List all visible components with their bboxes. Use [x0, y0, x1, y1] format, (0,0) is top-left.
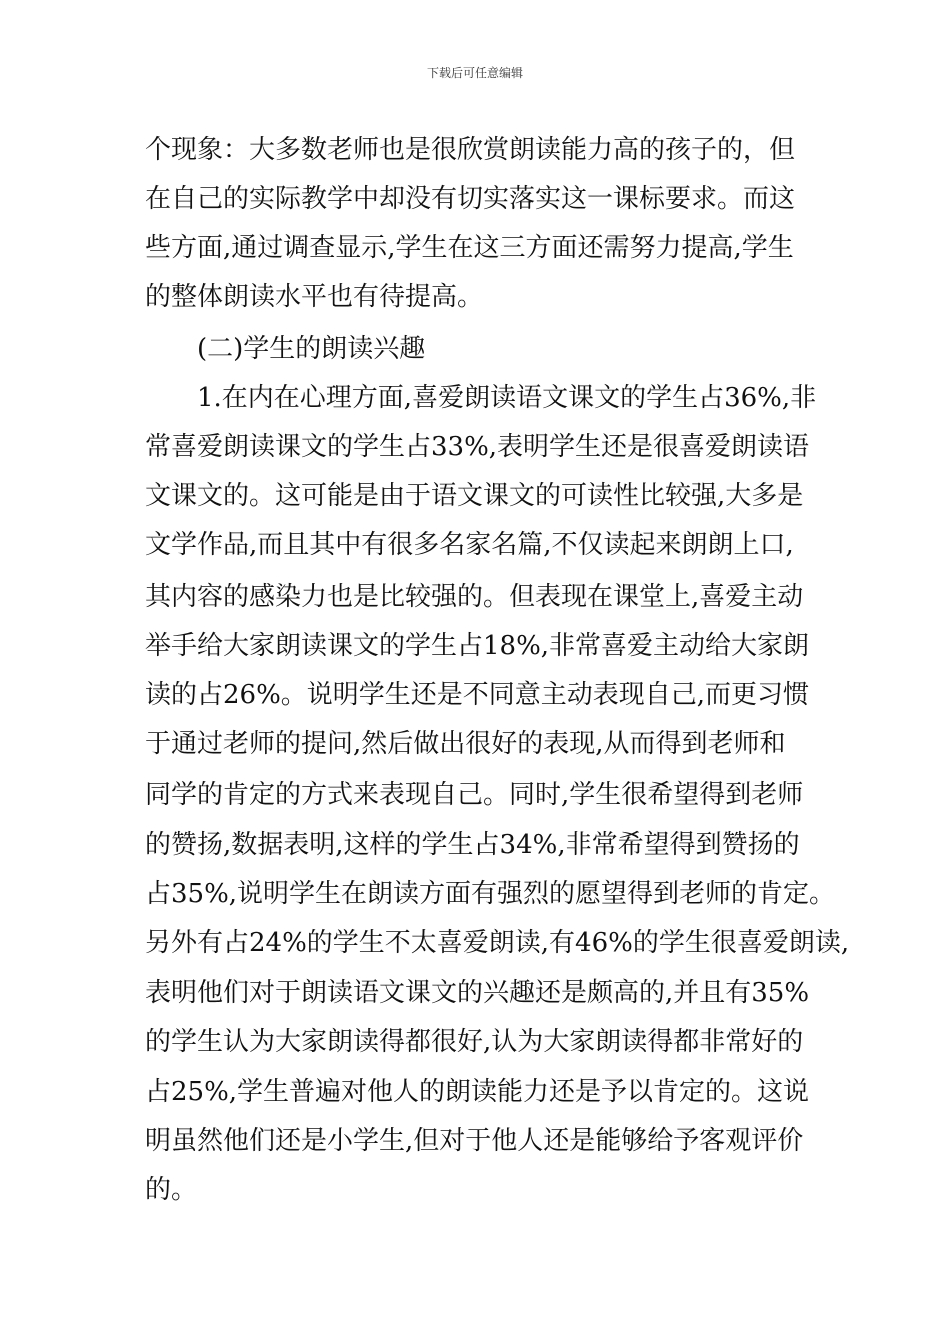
text-line: 表明他们对于朗读语文课文的兴趣还是颇高的,并且有35% — [145, 978, 810, 1008]
text-line: 些方面,通过调查显示,学生在这三方面还需努力提高,学生 — [145, 233, 794, 263]
text-line: 的整体朗读水平也有待提高。 — [145, 282, 484, 312]
text-line: 的。 — [145, 1175, 198, 1205]
text-line: 明虽然他们还是小学生,但对于他人还是能够给予客观评价 — [145, 1126, 804, 1156]
text-line: 在自己的实际教学中却没有切实落实这一课标要求。而这 — [145, 184, 796, 214]
text-line: 同学的肯定的方式来表现自己。同时,学生很希望得到老师 — [145, 780, 804, 810]
text-line: 的赞扬,数据表明,这样的学生占34%,非常希望得到赞扬的 — [145, 830, 800, 860]
page-header: 下载后可任意编辑 — [426, 66, 523, 80]
text-line: 个现象：大多数老师也是很欣赏朗读能力高的孩子的，但 — [145, 135, 796, 165]
text-line: 占35%,说明学生在朗读方面有强烈的愿望得到老师的肯定。 — [145, 879, 836, 909]
text-line: 其内容的感染力也是比较强的。但表现在课堂上,喜爱主动 — [145, 582, 804, 612]
text-line: 文课文的。这可能是由于语文课文的可读性比较强,大多是 — [145, 481, 804, 511]
text-line: 于通过老师的提问,然后做出很好的表现,从而得到老师和 — [145, 729, 786, 759]
text-line: 另外有占24%的学生不太喜爱朗读,有46%的学生很喜爱朗读, — [145, 928, 850, 958]
section-heading: (二)学生的朗读兴趣 — [197, 334, 426, 364]
text-line: 读的占26%。说明学生还是不同意主动表现自己,而更习惯 — [145, 680, 810, 710]
text-line: 占25%,学生普遍对他人的朗读能力还是予以肯定的。这说 — [145, 1077, 810, 1107]
text-line: 常喜爱朗读课文的学生占33%,表明学生还是很喜爱朗读语 — [145, 432, 810, 462]
text-line: 的学生认为大家朗读得都很好,认为大家朗读得都非常好的 — [145, 1027, 804, 1057]
text-line: 1.在内在心理方面,喜爱朗读语文课文的学生占36%,非 — [197, 383, 817, 413]
text-line: 文学作品,而且其中有很多名家名篇,不仅读起来朗朗上口, — [145, 530, 794, 560]
text-line: 举手给大家朗读课文的学生占18%,非常喜爱主动给大家朗 — [145, 631, 810, 661]
